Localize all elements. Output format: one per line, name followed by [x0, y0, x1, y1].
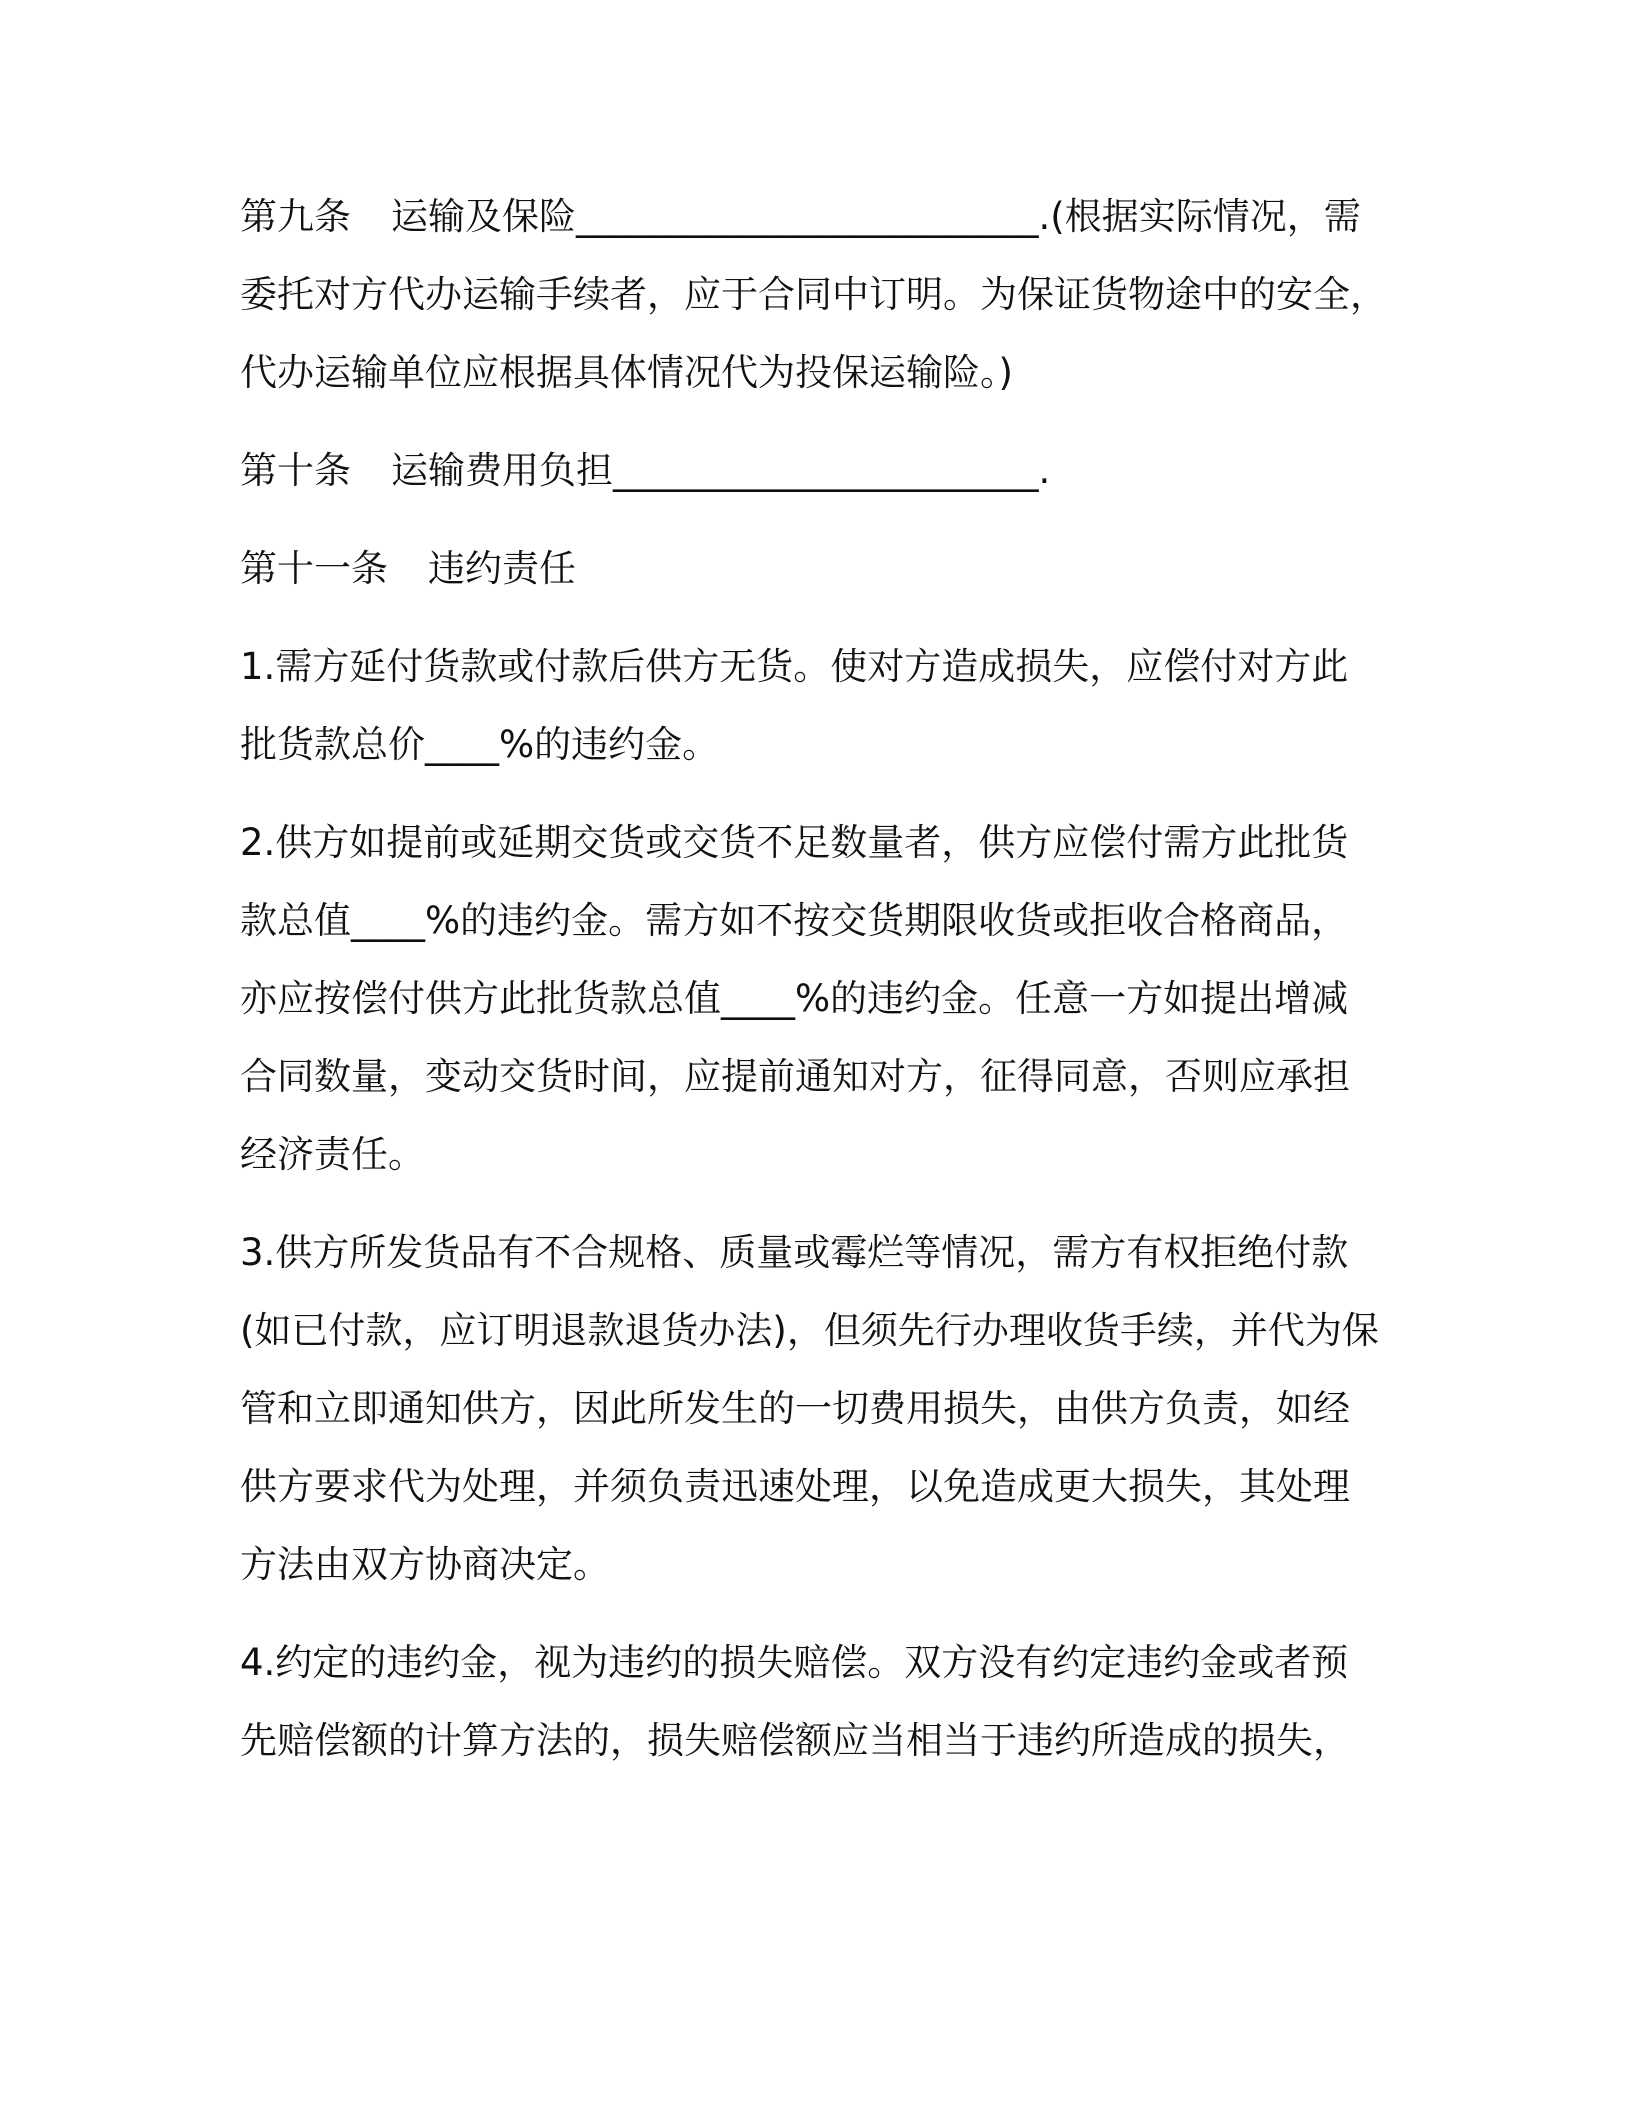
article-9-text-1: 运输及保险_________________________.(根据实际情况，需: [391, 195, 1361, 238]
clause-3-line-1: 3.供方所发货品有不合规格、质量或霉烂等情况，需方有权拒绝付款: [240, 1231, 1349, 1274]
clause-2-line-4: 合同数量，变动交货时间，应提前通知对方，征得同意，否则应承担: [240, 1055, 1350, 1098]
clause-1: [240, 628, 1390, 784]
article-11-heading: [240, 530, 1390, 608]
clause-2-line-2: 款总值____%的违约金。需方如不按交货期限收货或拒收合格商品，: [240, 899, 1349, 942]
clause-1-line-1: 1.需方延付货款或付款后供方无货。使对方造成损失，应偿付对方此: [240, 645, 1349, 688]
article-10-number: 第十条: [240, 449, 351, 492]
article-11-number: 第十一条: [240, 547, 388, 590]
clause-3-line-5: 方法由双方协商决定。: [240, 1543, 610, 1586]
clause-2-line-3: 亦应按偿付供方此批货款总值____%的违约金。任意一方如提出增减: [240, 977, 1349, 1020]
clause-3: [240, 1214, 1390, 1604]
clause-4-line-2: 先赔偿额的计算方法的，损失赔偿额应当相当于违约所造成的损失，: [240, 1719, 1350, 1762]
article-9-line-1: [240, 178, 1390, 256]
clause-3-line-2: (如已付款，应订明退款退货办法)，但须先行办理收货手续，并代为保: [240, 1309, 1379, 1352]
article-9-number: 第九条: [240, 195, 351, 238]
clause-4-line-1: 4.约定的违约金，视为违约的损失赔偿。双方没有约定违约金或者预: [240, 1641, 1349, 1684]
clause-3-line-4: 供方要求代为处理，并须负责迅速处理，以免造成更大损失，其处理: [240, 1465, 1350, 1508]
article-10-line: [240, 432, 1390, 510]
article-9-line-3: 代办运输单位应根据具体情况代为投保运输险。): [240, 351, 1013, 394]
clause-3-line-3: 管和立即通知供方，因此所发生的一切费用损失，由供方负责，如经: [240, 1387, 1350, 1430]
clause-1-line-2: 批货款总价____%的违约金。: [240, 723, 720, 766]
article-11: [240, 530, 1390, 608]
clause-2-line-1: 2.供方如提前或延期交货或交货不足数量者，供方应偿付需方此批货: [240, 821, 1349, 864]
article-9: [240, 178, 1390, 412]
clause-2-line-5: 经济责任。: [240, 1133, 425, 1176]
article-11-title: 违约责任: [428, 547, 576, 590]
document-body: [240, 178, 1390, 1800]
clause-4: [240, 1624, 1390, 1780]
article-9-line-2: 委托对方代办运输手续者，应于合同中订明。为保证货物途中的安全，: [240, 273, 1387, 316]
article-10: [240, 432, 1390, 510]
article-10-text: 运输费用负担_______________________.: [391, 449, 1051, 492]
clause-2: [240, 804, 1390, 1194]
